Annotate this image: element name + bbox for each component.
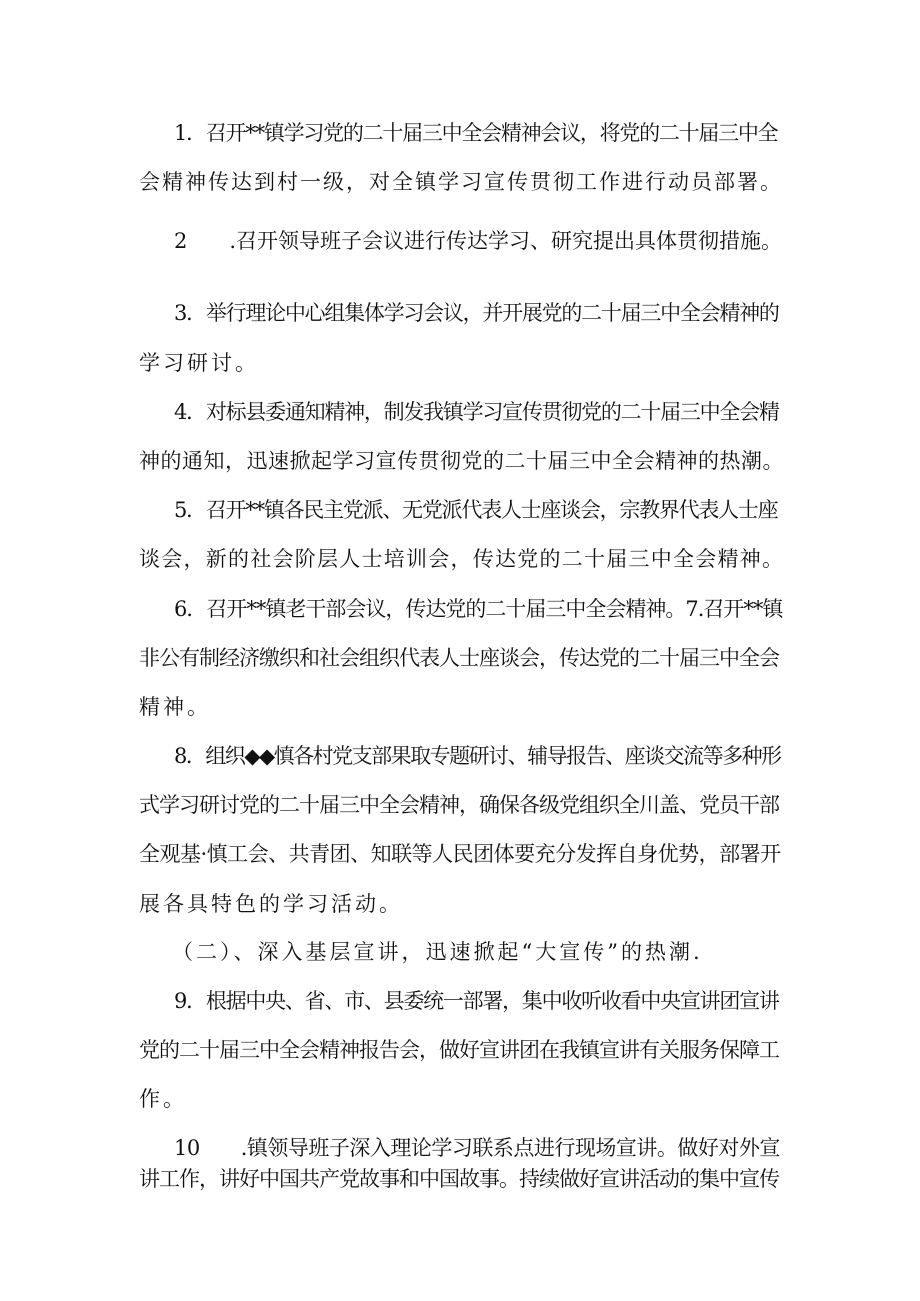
paragraph-4-line-1: 4．对标县委通知精神，制发我镇学习宣传贯彻党的二十届三中全会精 xyxy=(174,400,779,424)
paragraph-8-line-1: 8．组织◆◆慎各村党支部果取专题研讨、辅导报告、座谈交流等多种形 xyxy=(174,744,781,768)
paragraph-3-line-2: 学习研讨。 xyxy=(139,351,259,375)
paragraph-6-line-1: 6．召开**镇老干部会议，传达党的二十届三中全会精神。7.召开**镇 xyxy=(174,597,783,621)
paragraph-6-line-3: 精神。 xyxy=(139,695,211,719)
paragraph-5-line-1: 5．召开**镇各民主党派、无党派代表人士座谈会，宗教界代表人士座 xyxy=(174,498,778,522)
paragraph-9-line-2: 党的二十届三中全会精神报告会，做好宣讲团在我镇宣讲有关服务保障工 xyxy=(139,1038,779,1062)
paragraph-5-line-2: 谈会，新的社会阶层人士培训会，传达党的二十届三中全会精神。 xyxy=(139,547,785,571)
paragraph-3-line-1: 3．举行理论中心组集体学习会议，并开展党的二十届三中全会精神的 xyxy=(174,301,779,325)
paragraph-10-line-1: 10 .镇领导班子深入理论学习联系点进行现场宣讲。做好对外宣 xyxy=(174,1136,780,1160)
paragraph-8-line-2: 式学习研讨党的二十届三中全会精神，确保各级党组织全川盖、党员干部 xyxy=(139,793,779,817)
paragraph-6-line-2: 非公有制经济缴织和社会组织代表人士座谈会，传达党的二十届三中全会 xyxy=(139,646,779,670)
paragraph-9-line-1: 9．根据中央、省、市、县委统一部署，集中收听收看中央宣讲团宣讲 xyxy=(174,989,779,1013)
paragraph-1-line-1: 1．召开**镇学习党的二十届三中全会精神会议，将党的二十届三中全 xyxy=(174,121,778,145)
paragraph-1-line-2: 会精神传达到村一级，对全镇学习宣传贯彻工作进行动员部署。 xyxy=(139,170,783,194)
paragraph-8-line-3: 全观基·慎工会、共青团、知联等人民团体要充分发挥自身优势，部署开 xyxy=(139,842,781,866)
paragraph-9-line-3: 作。 xyxy=(139,1087,187,1111)
paragraph-4-line-2: 神的通知，迅速掀起学习宣传贯彻党的二十届三中全会精神的热潮。 xyxy=(139,449,784,473)
paragraph-8-line-4: 展各具特色的学习活动。 xyxy=(139,892,403,916)
section-heading-2: （二）、深入基层宣讲，迅速掀起“大宣传”的热潮. xyxy=(172,940,703,964)
paragraph-2-line-1: 2 .召开领导班子会议进行传达学习、研究提出具体贯彻措施。 xyxy=(174,229,783,253)
paragraph-10-line-2: 讲工作，讲好中国共产党故事和中国故事。持续做好宣讲活动的集中宣传 xyxy=(139,1167,779,1191)
